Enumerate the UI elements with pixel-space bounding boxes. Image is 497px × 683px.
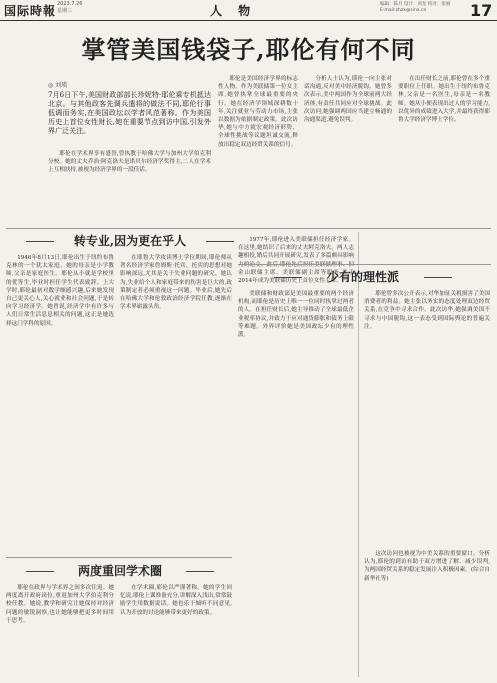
email-line: E-mail:zhzx@sina.cn — [380, 8, 427, 13]
intro-paragraph: 7月6日下午,美国财政部部长珍妮特·耶伦乘专机抵达北京。与其他政客先调兵遣将的做法不同,耶伦行事低调而务实,在美国政坛以学者风范著称。作为美国历史上首位女性财长,她在重要节点到访中国,引发外界广泛关注。 — [48, 91, 211, 135]
paragraph: 耶伦曾多次公开表示,对华加征关税损害了美国消费者的利益。她主张以务实的态度处理双边经贸关系,在竞争中寻求合作。此次访华,她强调美国不寻求与中国脱钩,这一表态受到国际舆论的普遍关注。 — [364, 291, 490, 330]
sub3-column-1 — [238, 290, 354, 675]
paragraph: 1946年8月13日,耶伦出生于纽约布鲁克林的一个犹太家庭。她的母亲是小学教师,父亲是家庭医生。耶伦从小就是学校里的优等生,毕业时担任学生代表致辞。上大学时,耶伦最初对数学颇感兴趣,后来她发现自己更关心人,关心就业和社会问题,于是转向学习经济学。她曾说,经济学中有许多与人们日常生活息息相关的问题,这正是她选择这门学科的原因。 — [6, 255, 114, 327]
paragraph: 美联储和财政部是美国最重要的两个经济机构,而耶伦是历史上唯一一位同时执掌过两者的人。在担任财长后,她主导推动了全球最低企业税率协议,并致力于应对通货膨胀和债务上限等难题。外界评价她是美国政坛少有的理性派。 — [238, 291, 354, 339]
article-headline: 掌管美国钱袋子,耶伦有何不同 — [81, 35, 416, 64]
paragraph: 耶伦是美国经济学界的标志性人物。作为美联储第一位女主席,她曾执掌全球最重要的央行。她在经济学领域深耕数十年,关注就业与劳动力市场,主张以数据为依据制定政策。此次访华,她与中方就宏观经济形势、全球性挑战等议题坦诚交流,释放出稳定双边经贸关系的信号。 — [218, 76, 298, 148]
paragraph: 在学术圈,耶伦以严谨著称。她的学生回忆说,耶伦上课准备充分,讲解深入浅出,常常鼓励学生用数据说话。她也乐于倾听不同意见,认为开放的讨论能够带来更好的政策。 — [120, 585, 232, 616]
sub1-column-2 — [120, 254, 232, 554]
top-column-3 — [398, 75, 490, 225]
paragraph: 分析人士认为,耶伦一向主张对话沟通,反对美中经济脱钩。她曾多次表示,美中两国作为全球前两大经济体,有责任共同应对全球挑战。此次访问,她强调两国应当建立畅通的沟通渠道,避免误判。 — [304, 76, 392, 124]
section-title: 人 物 — [210, 4, 257, 18]
top-column-2 — [304, 75, 392, 225]
editor-credits — [380, 2, 465, 14]
divider — [238, 264, 491, 265]
date-block — [57, 1, 82, 15]
paragraph: 这次访问也被视为中美关系的重要窗口。分析认为,耶伦的到访有助于双方增进了解、减少误判,为两国经贸关系的稳定发展注入积极因素。(综合自新华社等) — [364, 551, 490, 582]
date: 2023.7.26 — [57, 1, 83, 7]
paragraph: 耶伦在学术界享有盛誉,曾执教于哈佛大学与加州大学伯克利分校。她的丈夫乔治·阿克洛夫是诺贝尔经济学奖得主,二人在学术上互相扶持,被视为经济学界的一段佳话。 — [48, 151, 211, 174]
page-header — [0, 0, 497, 21]
paragraph: 1977年,耶伦进入美联储担任经济学家。在这里,她结识了后来的丈夫阿克洛夫。两人志趣相投,婚后共同开展研究,发表了多篇颇具影响力的论文。此后,耶伦先后担任美联储理事、旧金山联储主席、美联储副主席等职务,并于2014年成为美联储历史上首位女性主席。 — [238, 237, 354, 285]
divider — [6, 228, 491, 229]
top-column-1 — [218, 75, 298, 225]
paragraph: 在耶鲁大学攻读博士学位期间,耶伦师从著名经济学家詹姆斯·托宾。托宾的思想对她影响深远,尤其是关于失业问题的研究。她认为,失业给个人和家庭带来的伤害是巨大的,政策制定者必须重视这一问题。毕业后,她先后在哈佛大学和伦敦政治经济学院任教,逐渐在学术界崭露头角。 — [120, 255, 232, 311]
sub2-column-2 — [120, 584, 232, 677]
column-divider — [358, 232, 359, 677]
paragraph: 在出任财长之前,耶伦曾在多个重要职位上任职。她出生于纽约布鲁克林,父亲是一名医生,母亲是一名教师。她从小便表现出过人的学习能力,以优异的成绩进入大学,并最终获得耶鲁大学经济学博士学位。 — [398, 76, 490, 124]
subhead-transfer: 转专业,因为更在乎人 — [60, 232, 200, 249]
top-column-4 — [48, 150, 211, 220]
subhead-rational: 少有的理性派 — [308, 268, 418, 285]
sub3-column-3 — [364, 550, 490, 675]
sub3-column-2 — [364, 290, 490, 540]
byline: ◎ 刘瑛 — [48, 82, 68, 89]
editors-line: 编辑：陈月 设计：刘龙 校对：张丽 — [380, 2, 451, 7]
sub1-column-1 — [6, 254, 114, 554]
masthead-logo: 国际時報 — [4, 4, 57, 18]
page-number: 17 — [470, 1, 493, 20]
divider — [6, 557, 232, 558]
paragraph: 耶伦在政界与学术界之间多次往返。她两度离开政府岗位,重返加州大学伯克利分校任教。她说,教学和研究让她保持对经济问题的敏锐洞察,也让她能够把更多时间用于思考。 — [6, 585, 114, 624]
subhead-academia: 两度重回学术圈 — [60, 562, 180, 579]
sub2-column-1 — [6, 584, 114, 677]
weekday: 星期三 — [57, 8, 73, 14]
